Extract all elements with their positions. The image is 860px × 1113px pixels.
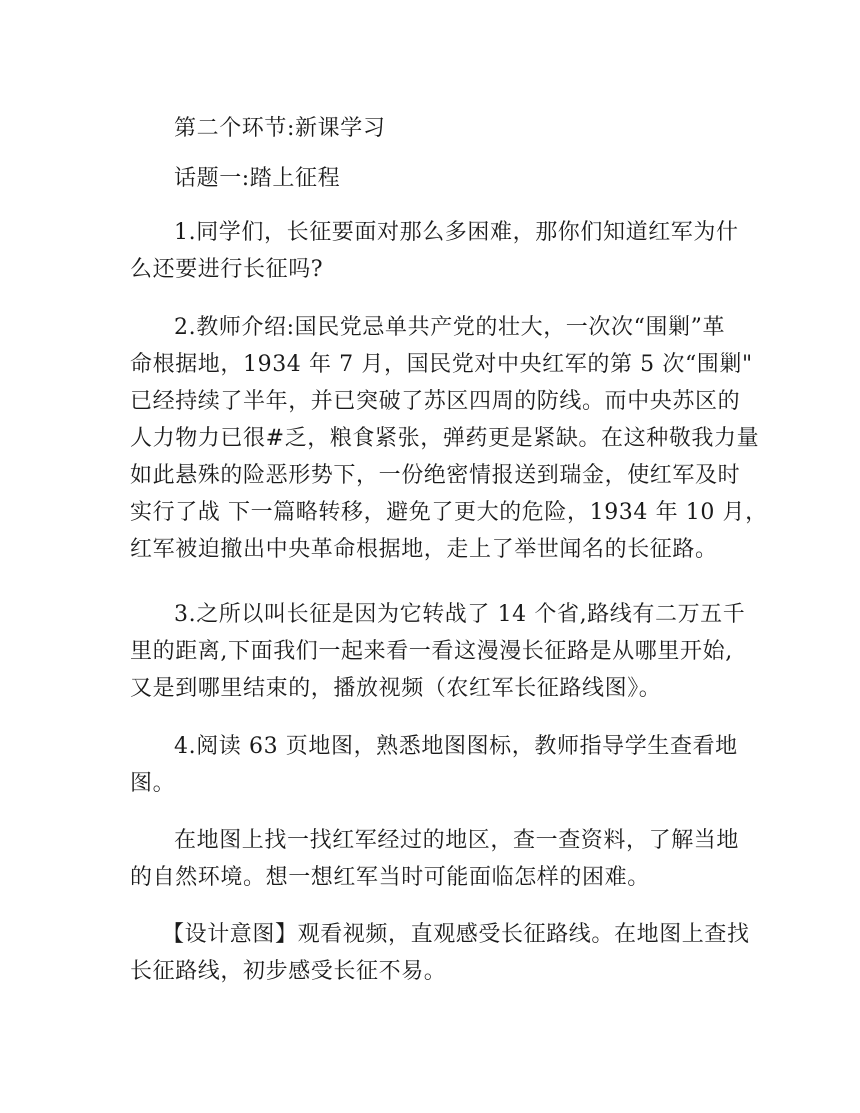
paragraph-line: 图。 [130,771,176,796]
section-heading [130,110,740,147]
paragraph-1 [130,214,740,288]
topic-heading-text: 话题一:踏上征程 [174,166,341,191]
paragraph-line: 【设计意图】观看视频，直观感受长征路线。在地图上查找 [162,922,750,947]
paragraph-line: 命根据地，1934 年 7 月，国民党对中央红军的第 5 次“围剿" [130,352,753,377]
paragraph-line: 如此悬殊的险恶形势下，一份绝密情报送到瑞金，使红军及时 [130,463,741,488]
paragraph-2 [130,309,768,568]
paragraph-line: 4.阅读 63 页地图，熟悉地图图标，教师指导学生查看地 [174,734,738,759]
paragraph-line: 人力物力已很#乏，粮食紧张，弹药更是紧缺。在这种敬我力量 [130,426,760,451]
paragraph-4 [130,728,740,802]
paragraph-line: 在地图上找一找红军经过的地区，查一查资料，了解当地 [174,828,740,853]
section-heading-text: 第二个环节:新课学习 [174,116,386,141]
paragraph-line: 3.之所以叫长征是因为它转战了 14 个省,路线有二万五千 [174,602,746,627]
paragraph-line: 已经持续了半年，并已突破了苏区四周的防线。而中央苏区的 [130,389,741,414]
paragraph-line: 么还要进行长征吗? [130,257,324,282]
paragraph-line: 2.教师介绍:国民党忌单共产党的壮大，一次次“围剿”革 [174,315,726,340]
paragraph-line: 红军被迫撤出中央革命根据地，走上了举世闻名的长征路。 [130,537,718,562]
paragraph-3 [130,596,746,707]
paragraph-line: 又是到哪里结束的，播放视频（农红军长征路线图》。 [130,676,662,701]
paragraph-6 [130,916,750,990]
paragraph-line: 里的距离,下面我们一起来看一看这漫漫长征路是从哪里开始, [130,639,733,664]
paragraph-line: 1.同学们，长征要面对那么多困难，那你们知道红军为什 [174,220,739,245]
paragraph-line: 的自然环境。想一想红军当时可能面临怎样的困难。 [130,865,650,890]
paragraph-line: 长征路线，初步感受长征不易。 [130,959,447,984]
paragraph-line: 实行了战 下一篇略转移，避免了更大的危险，1934 年 10 月， [130,500,768,525]
paragraph-5 [130,822,740,896]
topic-heading [130,160,740,197]
